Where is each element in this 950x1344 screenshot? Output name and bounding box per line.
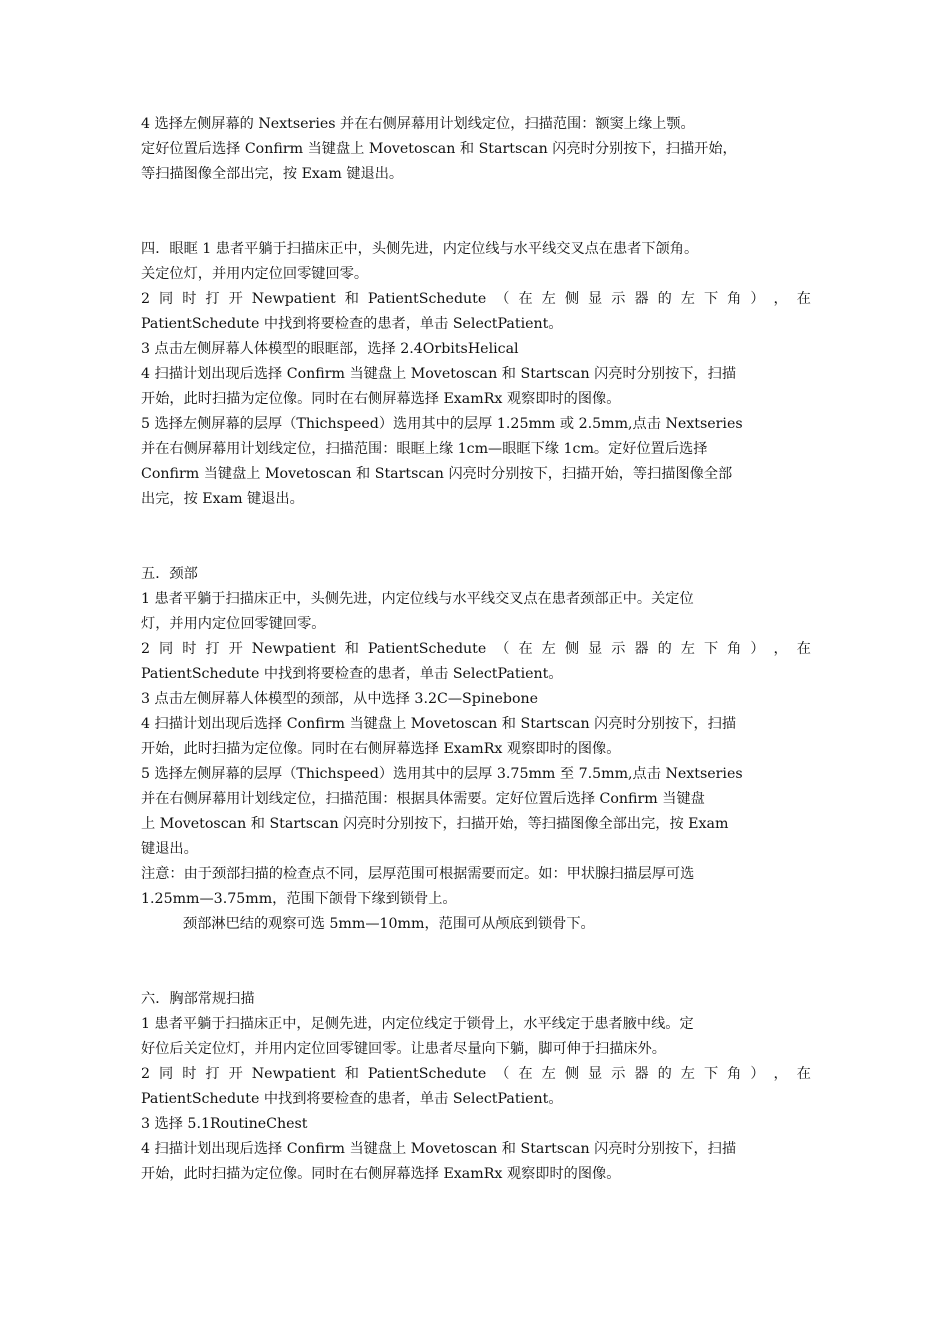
- document-page: [141, 112, 811, 1187]
- spread-token: 左: [541, 291, 556, 307]
- spread-token: （: [495, 291, 510, 307]
- text-line: PatientSchedute 中找到将要检查的患者，单击 SelectPatient。: [141, 316, 563, 332]
- spread-token: Newpatient: [251, 1066, 336, 1082]
- text-line: 并在右侧屏幕用计划线定位，扫描范围：眼眶上缘 1cm—眼眶下缘 1cm。定好位置后选择: [141, 441, 708, 457]
- spread-line: [141, 637, 811, 662]
- spread-token: 和: [344, 291, 359, 307]
- spread-line: [141, 1062, 811, 1087]
- section-chest: [141, 987, 811, 1187]
- spread-token: 的: [657, 641, 672, 657]
- spread-token: ）: [750, 641, 765, 657]
- text-line: 1 患者平躺于扫描床正中，头侧先进，内定位线与水平线交叉点在患者颈部正中。关定位: [141, 591, 694, 607]
- section-neck: [141, 562, 811, 937]
- text-line: Confirm 当键盘上 Movetoscan 和 Startscan 闪亮时分别按下，扫描开始，等扫描图像全部: [141, 466, 733, 482]
- text-line: 4 扫描计划出现后选择 Confirm 当键盘上 Movetoscan 和 Startscan 闪亮时分别按下，扫描: [141, 716, 737, 732]
- spread-token: 2: [141, 1066, 151, 1082]
- spread-token: 和: [344, 641, 359, 657]
- spread-token: （: [495, 641, 510, 657]
- spread-token: 器: [634, 291, 649, 307]
- spread-token: 打: [205, 641, 220, 657]
- spread-token: 时: [182, 1066, 197, 1082]
- spread-token: 左: [680, 291, 695, 307]
- spread-token: Newpatient: [251, 291, 336, 307]
- spread-token: 器: [634, 1066, 649, 1082]
- spread-token: 侧: [564, 641, 580, 657]
- section-sinus-continuation: [141, 112, 811, 187]
- spread-token: 下: [703, 641, 719, 657]
- spread-token: PatientSchedute: [367, 1066, 487, 1082]
- note-line: 1.25mm—3.75mm，范围下颌骨下缘到锁骨上。: [141, 891, 457, 907]
- spread-token: PatientSchedute: [367, 291, 487, 307]
- text-line: 3 点击左侧屏幕人体模型的颈部，从中选择 3.2C—Spinebone: [141, 691, 539, 707]
- text-line: 关定位灯，并用内定位回零键回零。: [141, 266, 369, 282]
- spread-token: 打: [205, 1066, 220, 1082]
- spread-token: 在: [796, 1066, 811, 1082]
- spread-token: 开: [228, 291, 243, 307]
- text-line: 5 选择左侧屏幕的层厚（Thichspeed）选用其中的层厚 3.75mm 至 7.5mm,点击 Nextseries: [141, 766, 743, 782]
- spread-token: 显: [588, 291, 603, 307]
- spread-token: Newpatient: [251, 641, 336, 657]
- spread-token: 2: [141, 291, 151, 307]
- text-line: 3 点击左侧屏幕人体模型的眼眶部，选择 2.4OrbitsHelical: [141, 341, 519, 357]
- spread-token: 侧: [564, 1066, 580, 1082]
- spread-token: 器: [634, 641, 649, 657]
- spread-token: 示: [611, 291, 626, 307]
- spread-token: 在: [796, 291, 811, 307]
- spread-token: 开: [228, 641, 243, 657]
- spread-token: 示: [611, 1066, 626, 1082]
- spread-token: ，: [773, 641, 788, 657]
- spread-token: 显: [588, 641, 603, 657]
- text-line: 4 扫描计划出现后选择 Confirm 当键盘上 Movetoscan 和 Startscan 闪亮时分别按下，扫描: [141, 366, 737, 382]
- note-line: 颈部淋巴结的观察可选 5mm—10mm，范围可从颅底到锁骨下。: [183, 916, 595, 932]
- text-line: 上 Movetoscan 和 Startscan 闪亮时分别按下，扫描开始，等扫描图像全部出完，按 Exam: [141, 816, 729, 832]
- text-line: 开始，此时扫描为定位像。同时在右侧屏幕选择 ExamRx 观察即时的图像。: [141, 391, 621, 407]
- text-line: 4 选择左侧屏幕的 Nextseries 并在右侧屏幕用计划线定位，扫描范围：额窦上缘上颚。: [141, 116, 695, 132]
- text-line: 键退出。: [141, 841, 198, 857]
- spread-token: 同: [159, 641, 174, 657]
- text-line: PatientSchedute 中找到将要检查的患者，单击 SelectPatient。: [141, 1091, 563, 1107]
- spread-line: [141, 287, 811, 312]
- spread-token: 同: [159, 291, 174, 307]
- spread-token: （: [495, 1066, 510, 1082]
- text-line: 好位后关定位灯，并用内定位回零键回零。让患者尽量向下躺，脚可伸于扫描床外。: [141, 1041, 666, 1057]
- spread-token: 在: [518, 1066, 533, 1082]
- spread-token: 的: [657, 291, 672, 307]
- spread-token: 时: [182, 291, 197, 307]
- note-line: 注意：由于颈部扫描的检查点不同，层厚范围可根据需要而定。如：甲状腺扫描层厚可选: [141, 866, 695, 882]
- text-line: PatientSchedute 中找到将要检查的患者，单击 SelectPatient。: [141, 666, 563, 682]
- text-line: 等扫描图像全部出完，按 Exam 键退出。: [141, 166, 404, 182]
- spread-token: 左: [541, 1066, 556, 1082]
- spread-token: ）: [750, 1066, 765, 1082]
- spread-token: 2: [141, 641, 151, 657]
- spread-token: 下: [703, 1066, 719, 1082]
- spread-token: 角: [727, 1066, 742, 1082]
- spread-token: 打: [205, 291, 220, 307]
- spread-token: 左: [680, 1066, 695, 1082]
- spread-token: 开: [228, 1066, 243, 1082]
- spread-token: 在: [796, 641, 811, 657]
- spread-token: 侧: [564, 291, 580, 307]
- text-line: 出完，按 Exam 键退出。: [141, 491, 304, 507]
- spread-token: ，: [773, 1066, 788, 1082]
- text-line: 4 扫描计划出现后选择 Confirm 当键盘上 Movetoscan 和 Startscan 闪亮时分别按下，扫描: [141, 1141, 737, 1157]
- section-heading-line: 四．眼眶 1 患者平躺于扫描床正中，头侧先进，内定位线与水平线交叉点在患者下颌角。: [141, 241, 699, 257]
- spread-token: 下: [703, 291, 719, 307]
- text-line: 3 选择 5.1RoutineChest: [141, 1116, 308, 1132]
- spread-token: 角: [727, 641, 742, 657]
- spread-token: 同: [159, 1066, 174, 1082]
- spread-token: 左: [541, 641, 556, 657]
- spread-token: 在: [518, 291, 533, 307]
- text-line: 定好位置后选择 Confirm 当键盘上 Movetoscan 和 Startscan 闪亮时分别按下，扫描开始，: [141, 141, 737, 157]
- text-line: 灯，并用内定位回零键回零。: [141, 616, 326, 632]
- spread-token: ）: [750, 291, 765, 307]
- text-line: 并在右侧屏幕用计划线定位，扫描范围：根据具体需要。定好位置后选择 Confirm 当键盘: [141, 791, 705, 807]
- text-line: 开始，此时扫描为定位像。同时在右侧屏幕选择 ExamRx 观察即时的图像。: [141, 741, 621, 757]
- spread-token: 和: [344, 1066, 359, 1082]
- section-heading: 六．胸部常规扫描: [141, 991, 255, 1007]
- spread-token: 时: [182, 641, 197, 657]
- spread-token: 在: [518, 641, 533, 657]
- spread-token: 示: [611, 641, 626, 657]
- section-orbit: [141, 237, 811, 512]
- spread-token: 左: [680, 641, 695, 657]
- text-line: 5 选择左侧屏幕的层厚（Thichspeed）选用其中的层厚 1.25mm 或 2.5mm,点击 Nextseries: [141, 416, 743, 432]
- spread-token: PatientSchedute: [367, 641, 487, 657]
- section-heading: 五．颈部: [141, 566, 198, 582]
- spread-token: 显: [588, 1066, 603, 1082]
- spread-token: 的: [657, 1066, 672, 1082]
- text-line: 开始，此时扫描为定位像。同时在右侧屏幕选择 ExamRx 观察即时的图像。: [141, 1166, 621, 1182]
- text-line: 1 患者平躺于扫描床正中，足侧先进，内定位线定于锁骨上，水平线定于患者腋中线。定: [141, 1016, 694, 1032]
- spread-token: ，: [773, 291, 788, 307]
- spread-token: 角: [727, 291, 742, 307]
